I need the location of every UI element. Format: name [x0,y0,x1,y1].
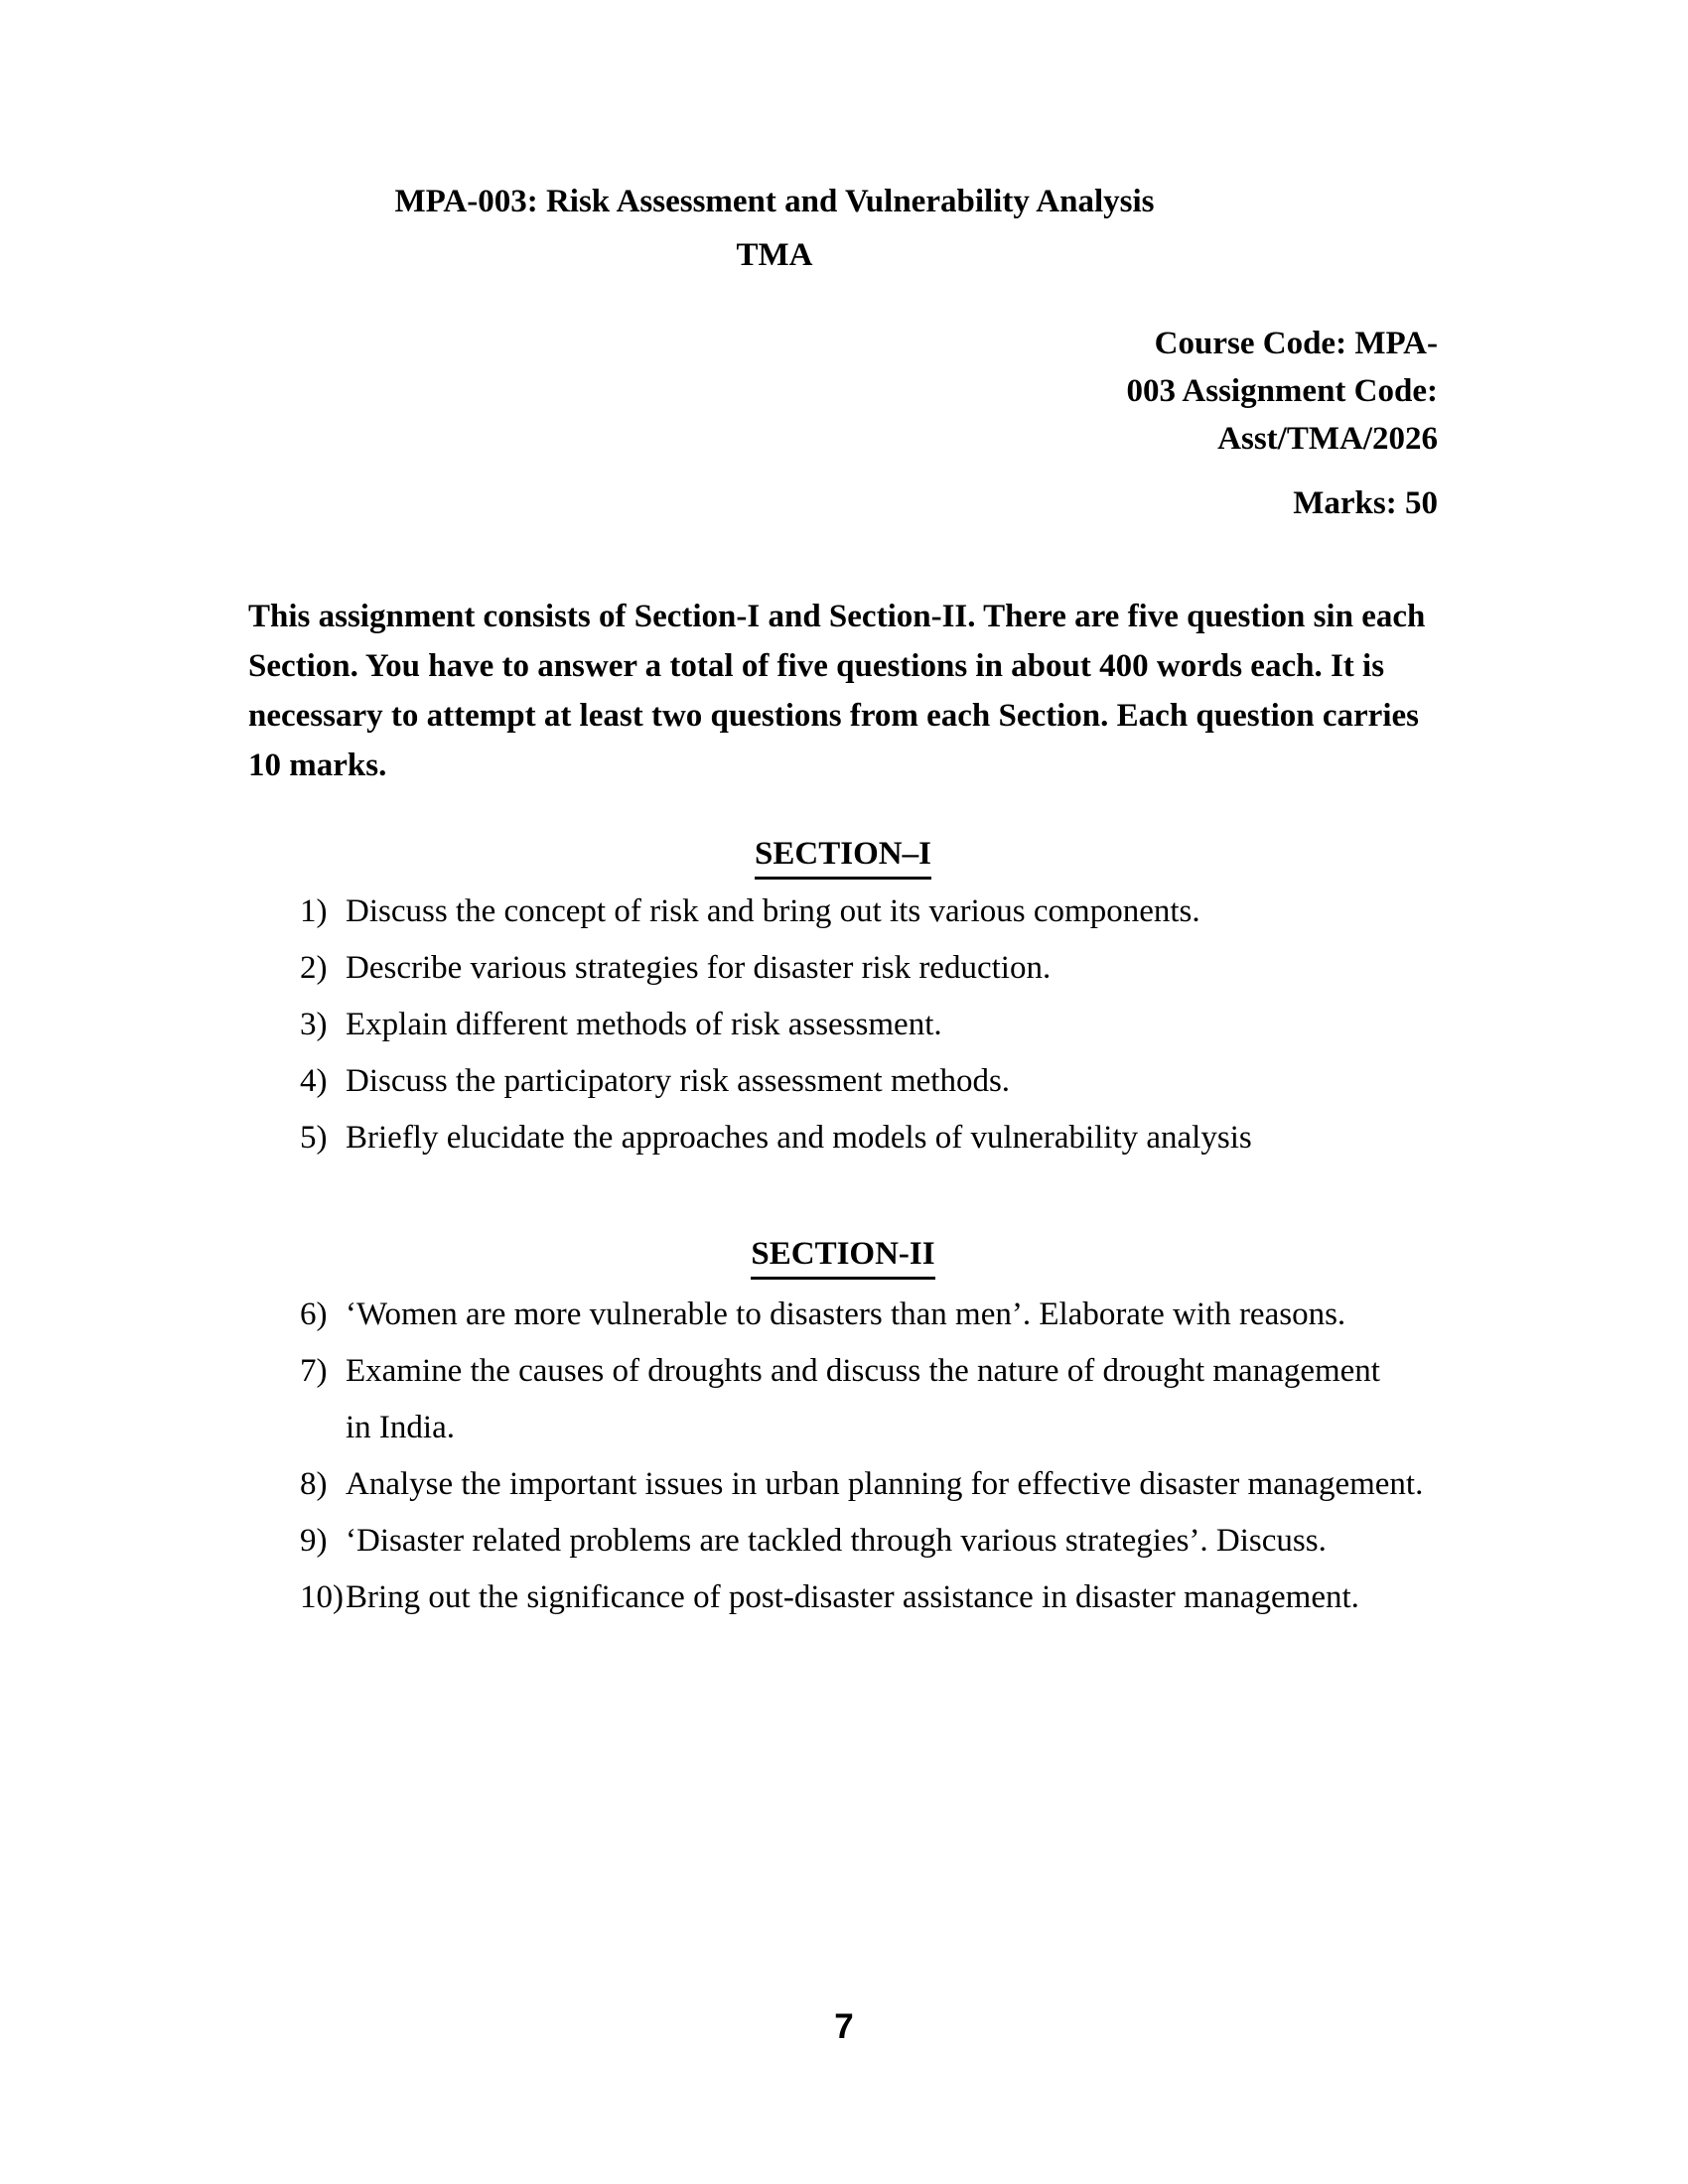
question-text: Analyse the important issues in urban planning for effective disaster management. [346,1466,1424,1502]
question-number: 5) [300,1120,328,1156]
question-text: ‘Disaster related problems are tackled through various strategies’. Discuss. [346,1523,1327,1559]
question-number: 9) [300,1523,328,1559]
question-item-4 [248,1053,1479,1110]
question-text: Explain different methods of risk assessment. [346,1007,942,1042]
course-code-line-2: 003 Assignment Code: [1126,373,1438,409]
question-item-7 [248,1343,1479,1400]
question-item-8 [248,1456,1479,1513]
question-item-10 [248,1570,1479,1626]
instructions-line-1: This assignment consists of Section-I and Section-II. There are five question sin each [248,599,1426,634]
question-item-3 [248,997,1479,1053]
question-number: 6) [300,1297,328,1332]
course-code-line-3: Asst/TMA/2026 [1217,421,1438,457]
question-number: 4) [300,1063,328,1099]
question-text: Discuss the concept of risk and bring out its various components. [346,893,1200,929]
question-text: Bring out the significance of post-disaster assistance in disaster management. [346,1579,1359,1615]
question-text: Briefly elucidate the approaches and models of vulnerability analysis [346,1120,1252,1156]
question-item-2 [248,940,1479,997]
assignment-type-subtitle: TMA [736,237,813,273]
section-1-heading-row [248,832,1438,880]
question-text: Examine the causes of droughts and discuss the nature of drought management [346,1353,1380,1389]
course-title: MPA-003: Risk Assessment and Vulnerability Analysis [394,184,1155,219]
course-code-block [248,320,1438,463]
marks-label: Marks: 50 [1293,485,1438,521]
question-text: ‘Women are more vulnerable to disasters than men’. Elaborate with reasons. [346,1297,1346,1332]
instructions-line-4: 10 marks. [248,748,387,783]
section-2-heading: SECTION-II [751,1232,934,1280]
section-1-question-list [248,884,1479,1166]
question-number: 10) [300,1579,344,1615]
title-block [248,175,1301,282]
question-item-5 [248,1110,1479,1166]
question-item-7-continuation [248,1400,1479,1456]
instructions-line-2: Section. You have to answer a total of five questions in about 400 words each. It is [248,648,1385,684]
question-text: Discuss the participatory risk assessment methods. [346,1063,1011,1099]
question-item-6 [248,1287,1479,1343]
question-number: 1) [300,893,328,929]
section-2-heading-row [248,1232,1438,1280]
question-text: in India. [346,1410,455,1445]
page-number: 7 [834,2007,854,2046]
question-text: Describe various strategies for disaster risk reduction. [346,950,1052,986]
question-item-1 [248,884,1479,940]
section-1-heading: SECTION–I [755,832,931,880]
question-number: 3) [300,1007,328,1042]
question-item-9 [248,1513,1479,1570]
course-code-line-1: Course Code: MPA- [1154,326,1438,361]
instructions-paragraph [248,592,1450,790]
instructions-line-3: necessary to attempt at least two questions from each Section. Each question carries [248,698,1419,734]
question-number: 8) [300,1466,328,1502]
question-number: 2) [300,950,328,986]
question-number: 7) [300,1353,328,1389]
section-2-question-list [248,1287,1479,1626]
